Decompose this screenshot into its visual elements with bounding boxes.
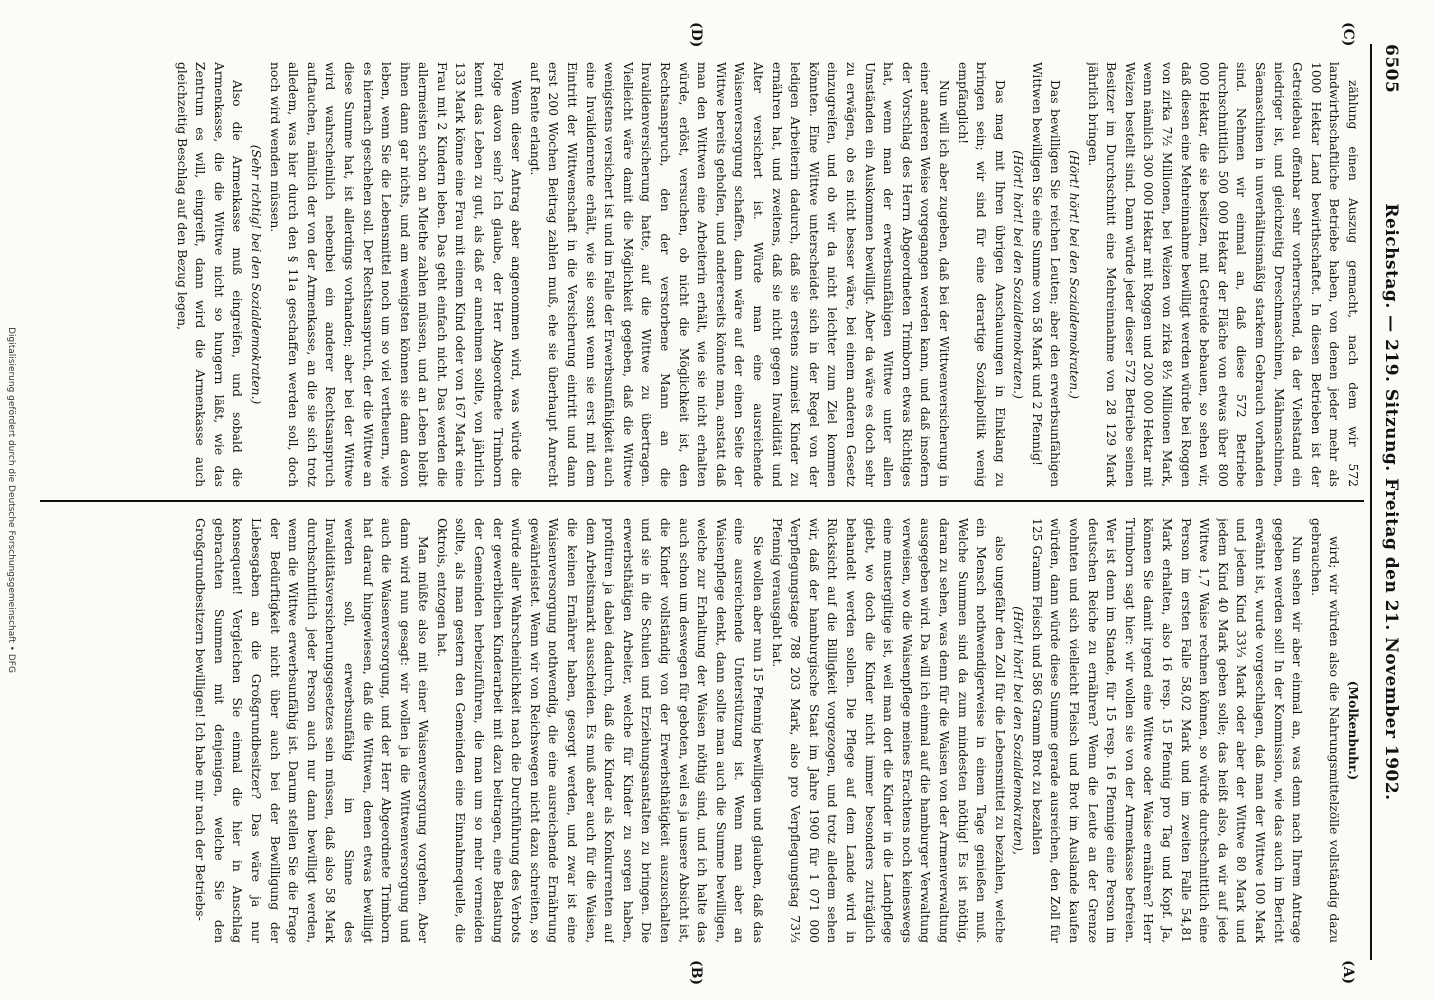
dfg-footer: Digitalisierung gefördert durch die Deutsche Forschungsgemeinschaft • DFG <box>6 327 16 673</box>
paragraph: Das mag mit Ihren übrigen Anschauungen in Einklang zu bringen sein; wir sind für eine derartige Sozialpolitik wenig empfänglich! <box>955 62 1007 487</box>
interjection: (Hört! hört! bei den Sozialdemokraten.) <box>1067 150 1082 399</box>
left-column <box>40 62 1362 487</box>
page-number: 6505 <box>1381 44 1401 94</box>
paragraph: Nun will ich aber zugeben, daß bei der Wittwenversicherung in einer anderen Weise vorgegangen werden kann, und daß insofern der Vorschlag des Herrn Abgeordneten Trimborn etwas Richtiges hat, wenn man der erwerbsunfähigen Wittwe unter allen Umständen ein Auskommen bewilligt. Aber da wäre es doch sehr zu erwägen, ob es nicht besser wäre, bei einem anderen Gesetz einzugreifen, und ob wir da nicht leichter zum Ziel kommen könnten. Eine Wittwe unterscheidet sich in der Regel von der ledigen Arbeiterin dadurch, daß sie erstens zumeist Kinder zu ernähren hat, und zweitens, daß sie nicht gegen Invalidität und Alter versichert ist. Würde man eine ausreichende Waisenversorgung schaffen, dann wäre auf der einen Seite der Wittwe bereits geholfen, und andererseits könnte man, anstatt daß man den Wittwen eine Arbeiterin erhält, wie sie nicht erhalten würde, erlöst, versuchen, ob nicht die Möglichkeit ist, den Rechtsanspruch, den der verstorbene Mann an die Invalidenversicherung hatte, auf die Wittwe zu übertragen. Vielleicht wäre damit die Möglichkeit gegeben, daß die Wittwe wenigstens versichert ist und im Falle der Erwerbsunfähigkeit auch eine Invalidenrente erhält, wie sie sonst wenn sie erst mit dem Eintritt der Wittwenschaft in die Versicherung eintritt und dann erst 200 Wochen Beitrag zahlen muß, ehe sie überhaupt Anrecht auf Rente erlangt. <box>527 62 951 487</box>
header-rule <box>1370 44 1372 960</box>
paragraph: also ungefähr den Zoll für die Lebensmittel zu bezahlen, welche ein Mensch nothwendigerweise in einem Tage genießen muß. Welche Summen sind da zum mindesten nöthig! Es ist nöthig, daran zu sehen, was denn für die Waisen von der Armenverwaltung ausgegeben wird. Da will ich einmal auf die hamburger Verwaltung verweisen, wo die Waisenpflege meines Erachtens noch keineswegs eine mustergiltige ist, weil man dort die Kinder in die Landpflege giebt, wo doch die Kinder nicht immer besonders zuträglich behandelt werden sollen. Die Pflege auf dem Lande wird in Rücksicht auf die Billigkeit vorgezogen, und trotz alledem sehen wir, daß der hamburgische Staat im Jahre 1900 für 1 071 000 Verpflegungstage 788 203 Mark, also pro Verpflegungstag 73⅓ Pfennig verausgabt hat. <box>769 518 1007 943</box>
margin-mark-b: (B) <box>688 960 704 986</box>
paragraph: Also die Armenkasse muß eingreifen, und sobald die Armenkasse, die die Wittwe nicht so hungern läßt, wie das Zentrum es will, eingreift, dann wird die Armenkasse auch gleichzeitig Beschlag auf den Bezug legen, <box>174 62 245 487</box>
speaker-name: (Molkenbuhr.) <box>1346 680 1361 781</box>
paragraph: wird; wir würden also die Nahrungsmittelzölle vollständig dazu gebrauchen. <box>1308 518 1342 943</box>
page-title: Reichstag. — 219. Sitzung. Freitag den 21. November 1902. <box>1381 203 1401 801</box>
paragraph: Man müßte also mit einer Waisenversorgung vorgehen. Aber dann wird nun gesagt: wir wollen ja die Wittwenversorgung und auch die Waisenversorgung, und der Herr Abgeordnete Trimborn hat darauf hingewiesen, daß die Wittwen, denen etwas bewilligt werden soll, erwerbsunfähig im Sinne des Invaliditätsversicherungsgesetzes sein müssen, daß also 58 Mark durchschnittlich jeder Person auch nur dann bewilligt werden, wenn die Wittwe erwerbsunfähig ist. Darum stellen Sie die Frage der Bedürftigkeit nicht über auch bei der Bewilligung der Liebesgaben an die Großgrundbesitzer? Das wäre ja nur konsequent! Vergleichen Sie einmal die hier in Anschlag gebrachten Summen mit denjenigen, welche Sie den Großgrundbesitzern bewilligen! Ich habe mir nach der Betriebs- <box>193 518 431 943</box>
paragraph: Das bewilligen Sie reichen Leuten; aber den erwerbsunfähigen Wittwen bewilligen Sie eine Summe von 58 Mark und 2 Pfennig! <box>1029 62 1063 487</box>
column-divider <box>40 500 1364 502</box>
margin-mark-d: (D) <box>688 22 704 48</box>
paragraph: zählung einen Auszug gemacht, nach dem wir 572 landwirthschaftliche Betriebe haben, von denen jeder mehr als 1000 Hektar Land bewirthschaftet. In diesen Betrieben ist der Getreidebau offenbar sehr vorherrschend, da der Viehstand ein niedriger ist, und gleichzeitig Dreschmaschinen, Mähmaschinen, Säemaschinen in unverhältnismäßig starkem Gebrauch vorhanden sind. Nehmen wir einmal an, daß diese 572 Betriebe durchschnittlich 500 000 Hektar der Fläche von etwas über 800 000 Hektar, die sie besitzen, mit Getreide bebauen, so sehen wir, daß diesen eine Mehreinnahme bewilligt werden würde bei Roggen von zirka 7½ Millionen, bei Weizen von zirka 8½ Millionen Mark, wenn nämlich 300 000 Hektar mit Roggen und 200 000 Hektar mit Weizen bestellt sind. Dann würde jeder dieser 572 Betriebe seinen Besitzer im Durchschnitt eine Mehreinnahme von 28 129 Mark jährlich bringen. <box>1085 62 1360 487</box>
interjection: (Sehr richtig! bei den Sozialdemokraten.) <box>248 144 263 405</box>
page-header <box>1376 44 1406 960</box>
paragraph: Nun sehen wir aber einmal an, was denn nach Ihrem Antrage gegeben werden soll! In der Kommission, wie das auch im Bericht erwähnt ist, wurde vorgeschlagen, daß man der Wittwe 100 Mark und jedem Kind 33⅓ Mark oder aber der Wittwe 80 Mark und jedem Kind 40 Mark geben solle; das heißt also, da wir auf jede Wittwe 1,7 Waise rechnen können, so würde durchschnittlich eine Person im ersten Falle 58,02 Mark und im zweiten Falle 54,81 Mark erhalten, also 16 resp. 15 Pfennig pro Tag und Kopf. Ja, können Sie damit irgend eine Wittwe oder Waise ernähren? Herr Trimborn sagt hier: wir wollen sie von der Armenkasse befreien. Wer ist denn im Stande, für 15 resp. 16 Pfennige eine Person im deutschen Reiche zu ernähren? Wenn die Leute an der Grenze wohnten und sich vielleicht Fleisch und Brot im Auslande kaufen würden, dann würde diese Summe gerade ausreichen, den Zoll für 125 Gramm Fleisch und 586 Gramm Brot zu bezahlen <box>1029 518 1305 943</box>
interjection: (Hört! hört! bei den Sozialdemokraten), <box>1011 606 1026 855</box>
interjection: (Hört! hört! bei den Sozialdemokraten.) <box>1011 150 1026 399</box>
paragraph: Wenn dieser Antrag aber angenommen wird, was würde die Folge davon sein? Ich glaube, der Herr Abgeordnete Trimborn kennt das Leben zu gut, als daß er annehmen sollte, von jährlich 133 Mark könne eine Frau mit einem Kind oder von 167 Mark eine Frau mit 2 Kindern leben. Das geht einfach nicht. Das werden die allermeisten schon an Miethe zahlen müssen, und an Leben bleibt ihnen dann gar nichts, und am wenigsten können sie dann davon leben, wenn Sie die Lebensmittel noch um so viel vertheuern, wie es hiernach geschehen soll. Der Rechtsanspruch, der die Wittwe an diese Summe hat, ist allerdings vorhanden; aber bei der Wittwe wird wahrscheinlich nebenbei ein anderer Rechtsanspruch auftauchen, nämlich der von der Armenkasse, an die sie sich trotz alledem, was hier durch den § 11a geschaffen werden soll, doch noch wird wenden müssen. <box>267 62 524 487</box>
paragraph: Sie wollen aber nun 15 Pfennig bewilligen und glauben, daß das eine ausreichende Unterstützung ist. Wenn man aber an Waisenpflege denkt, dann sollte man auch die Summe bewilligen, welche zur Erhaltung der Waisen nöthig sind, und ich halte das auch schon um deswegen für geboten, weil es ja unsere Absicht ist, die Kinder vollständig von der Erwerbsthätigkeit auszuschalten und sie in die Schulen und Erziehungsanstalten zu bringen. Die erwerbsthätigen Arbeiter, welche für Kinder zu sorgen haben, profitiren ja dabei dadurch, daß die Kinder als Konkurrenten auf dem Arbeitsmarkt ausscheiden. Es muß aber auch für die Waisen, die keinen Ernährer haben, gesorgt werden, und zwar ist eine Waisenversorgung nothwendig, die eine ausreichende Ernährung gewährleistet. Wenn wir von Reichswegen nicht dazu schreiten, so würde aller Wahrscheinlichkeit nach die Durchführung des Verbots der gewerblichen Kinderarbeit mit dazu beitragen, eine Belastung der Gemeinden herbeizuführen, die man um so mehr vermeiden sollte, als man gestern den Gemeinden eine Einnahmequelle, die Oktrois, entzogen hat. <box>434 518 765 943</box>
right-column <box>40 518 1362 943</box>
margin-mark-a: (A) <box>1340 960 1356 985</box>
margin-mark-c: (C) <box>1340 22 1356 47</box>
